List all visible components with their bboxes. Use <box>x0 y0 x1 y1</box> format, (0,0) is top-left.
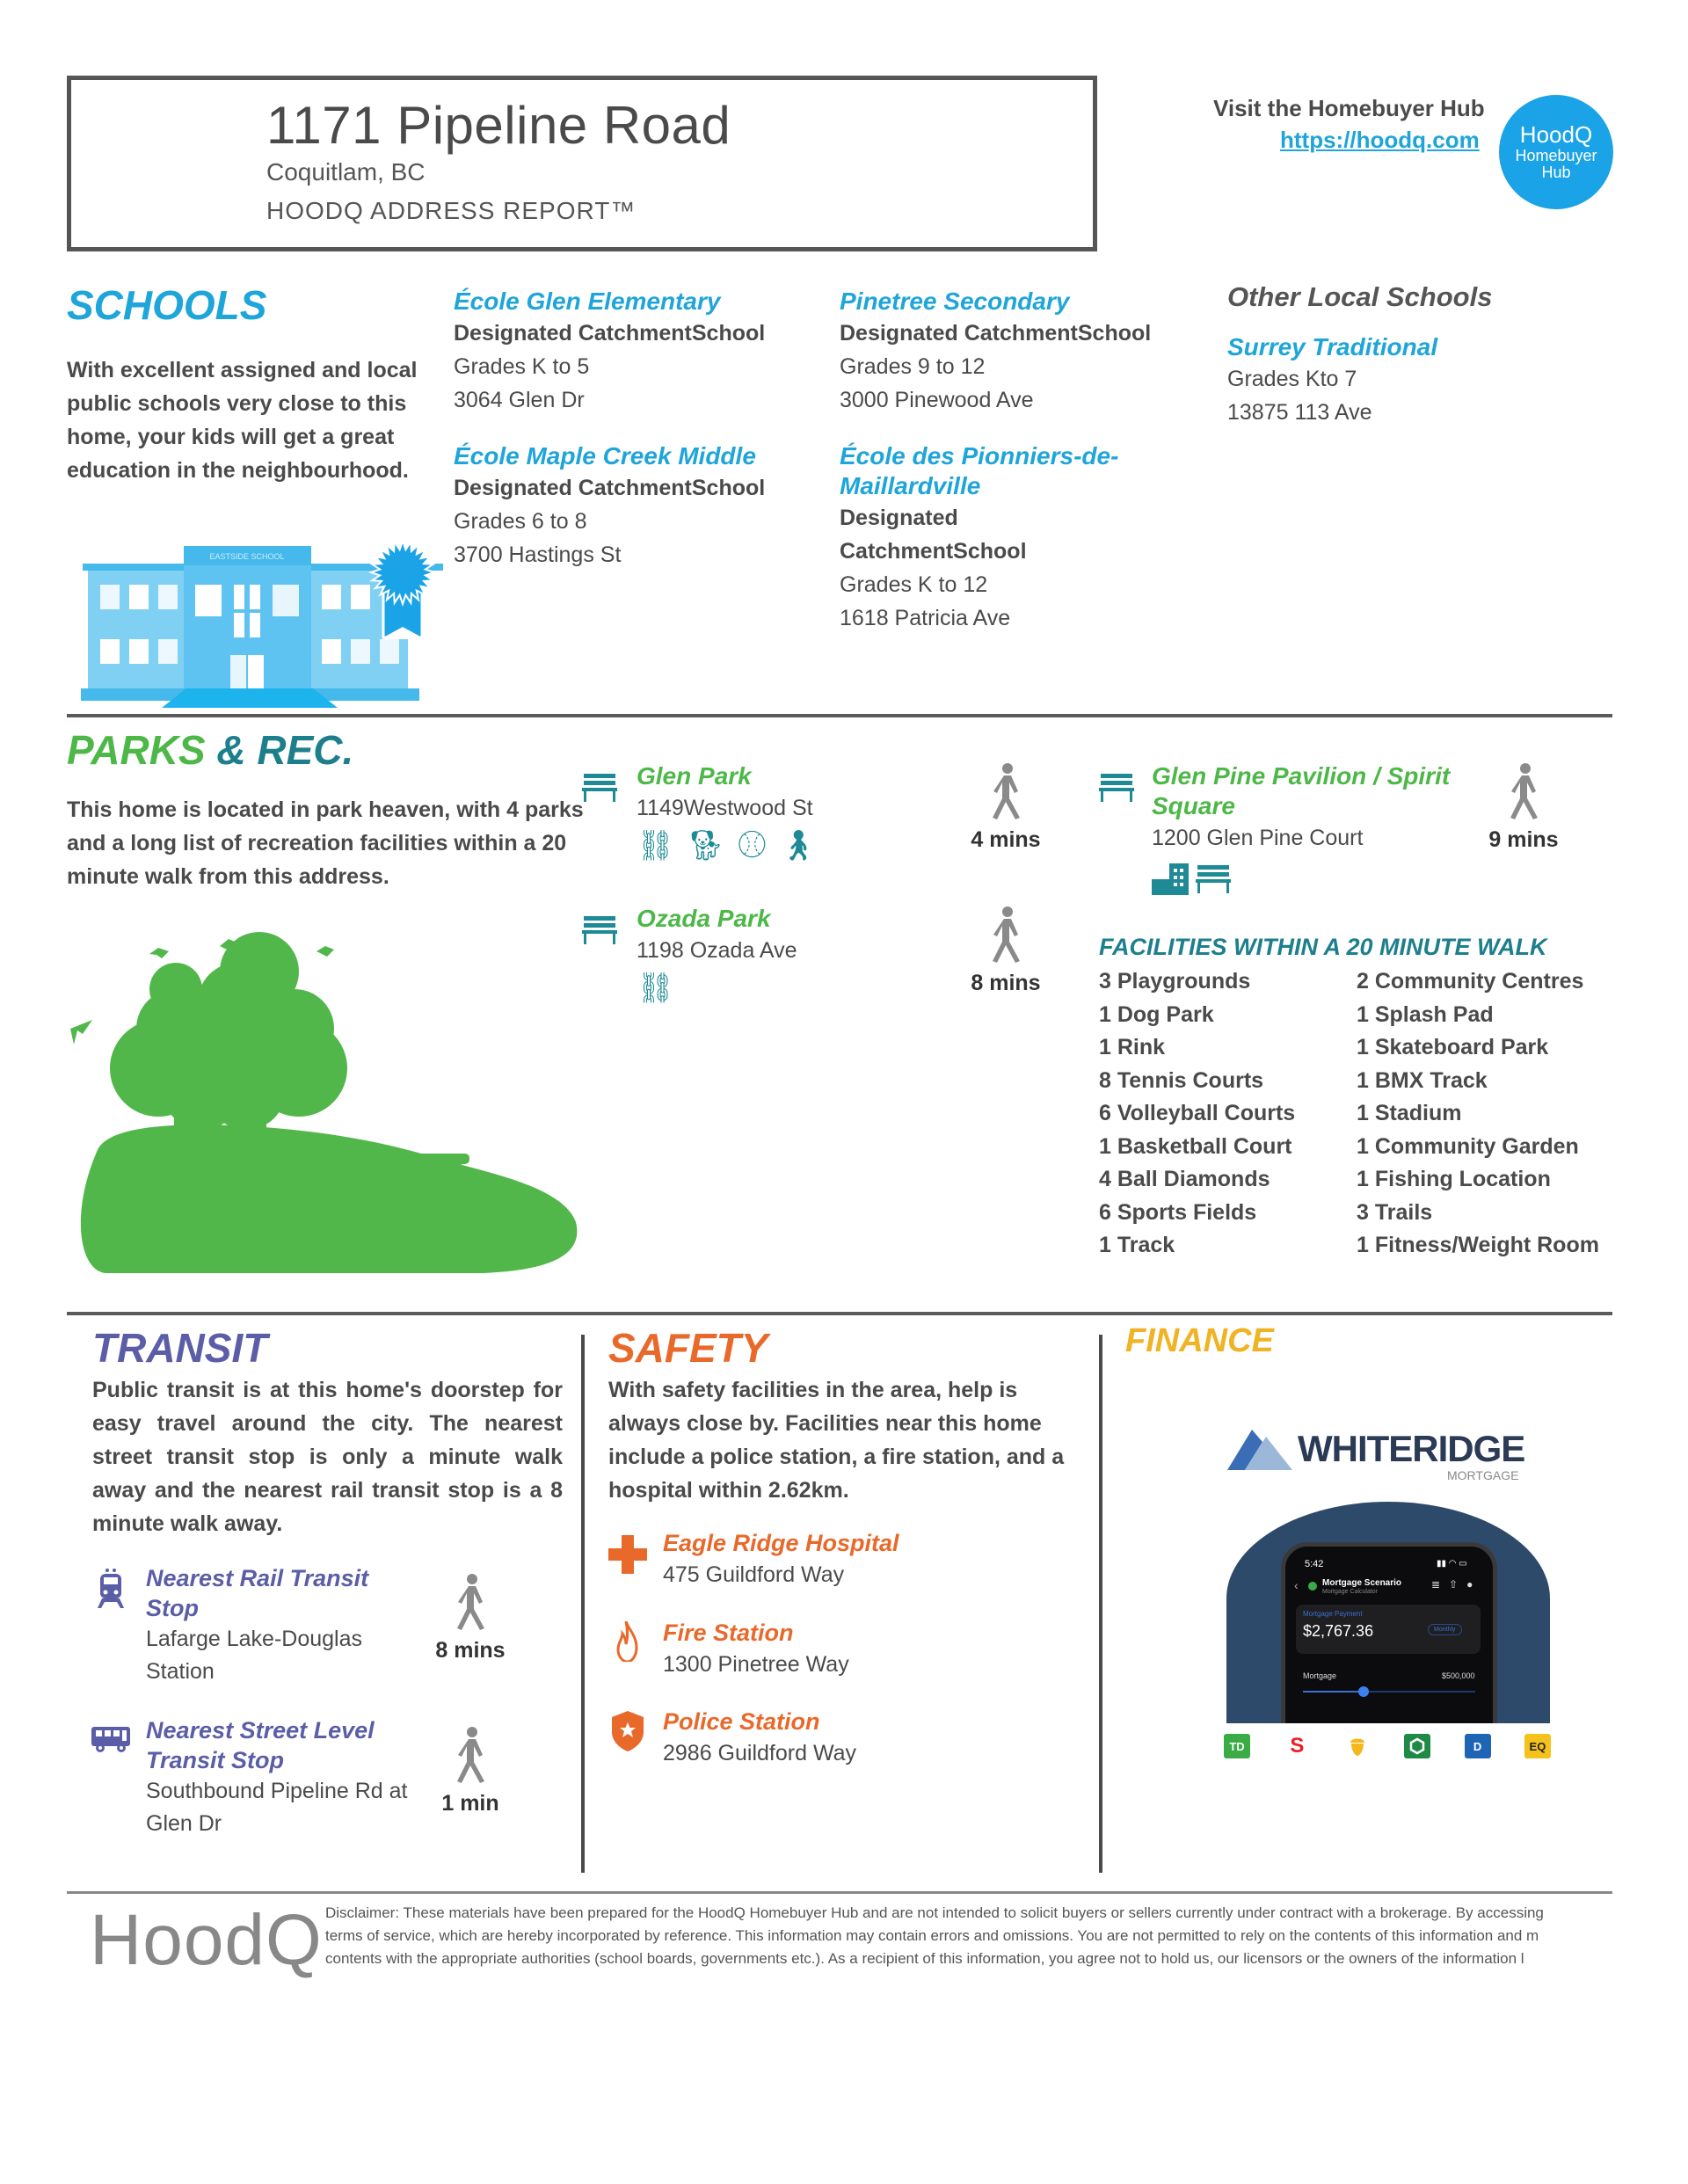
hiking-icon: 🚶︎ <box>779 829 818 863</box>
park-amenities <box>637 828 818 863</box>
walk-time <box>431 1574 510 1663</box>
school-card <box>454 287 823 417</box>
park-amenities <box>1152 863 1486 895</box>
safety-item <box>663 1528 899 1591</box>
phone-frame <box>1281 1542 1497 1723</box>
app-toolbar-icons[interactable]: ≣⇧● <box>1431 1578 1482 1591</box>
payment-card <box>1296 1605 1481 1654</box>
whiteridge-logo[interactable] <box>1227 1423 1544 1484</box>
safety-name[interactable]: Fire Station <box>663 1620 794 1646</box>
facility-item: 2 Community Centres <box>1357 969 1584 994</box>
safety-address: 2986 Guildford Way <box>663 1741 857 1765</box>
facilities-title: FACILITIES WITHIN A 20 MINUTE WALK <box>1099 934 1547 960</box>
transit-description: Public transit is at this home's doorstep for easy travel around the city. The nearest street transit stop is only a minute walk away and the nearest rail transit stop is a 8 minute walk away. <box>92 1378 563 1536</box>
footer-divider <box>67 1891 1612 1894</box>
schools-section-title: SCHOOLS <box>67 282 267 328</box>
whiteridge-mountain-icon <box>1227 1430 1298 1470</box>
walk-time <box>966 906 1045 996</box>
park-bench-icon <box>582 914 617 944</box>
schools-description: With excellent assigned and local public schools very close to this home, your kids will get a great education in the neighbourhood. <box>67 358 418 483</box>
hexagon-logo <box>1404 1734 1430 1758</box>
park-bench-icon <box>1099 772 1134 802</box>
police-badge-icon <box>612 1711 644 1751</box>
walk-minutes: 8 mins <box>435 1638 506 1663</box>
facility-item: 1 Rink <box>1099 1035 1166 1059</box>
bus-icon <box>91 1725 130 1753</box>
payment-value: $2,767.36 <box>1303 1622 1374 1640</box>
mortgage-label: Mortgage <box>1303 1671 1337 1680</box>
school-building-illustration <box>74 532 443 708</box>
disclaimer-line: terms of service, which are hereby incorporated by reference. This information may contain errors and omissions. You are not permitted to rely on the contents of this information and m <box>325 1927 1539 1944</box>
column-divider <box>581 1335 585 1873</box>
frequency-pill[interactable]: Monthly <box>1428 1624 1462 1635</box>
school-name[interactable]: École Glen Elementary <box>454 288 721 315</box>
school-designation: Designated CatchmentSchool <box>840 506 1027 564</box>
walking-person-icon <box>988 906 1023 965</box>
hospital-cross-icon <box>608 1535 647 1574</box>
school-address: 3700 Hastings St <box>454 542 622 567</box>
d-logo: D <box>1465 1734 1491 1758</box>
facility-item: 1 Community Garden <box>1357 1133 1579 1159</box>
phone-status-icons: ▮▮ ◠ ▭ <box>1437 1559 1467 1569</box>
park-name[interactable]: Glen Park <box>637 762 752 790</box>
facility-item: 1 Fitness/Weight Room <box>1357 1233 1599 1257</box>
address-city: Coquitlam, BC <box>266 158 426 186</box>
park-amenities <box>637 971 797 1006</box>
dog-park-icon: 🐕︎ <box>687 829 725 863</box>
walking-person-icon <box>1506 763 1541 821</box>
school-designation: Designated CatchmentSchool <box>840 321 1152 346</box>
park-illustration <box>70 923 580 1275</box>
school-sign-text: EASTSIDE SCHOOL <box>209 552 285 561</box>
school-grades: Grades K to 5 <box>454 354 590 379</box>
walking-person-icon <box>453 1727 488 1785</box>
playground-icon: ⛓ <box>637 829 675 863</box>
disclaimer <box>325 1902 1688 1970</box>
hoodq-footer-logo: HoodQ <box>90 1900 323 1980</box>
transit-section-title: TRANSIT <box>92 1325 268 1371</box>
hub-link[interactable]: https://hoodq.com <box>1280 127 1480 153</box>
school-grades: Grades Kto 7 <box>1227 367 1357 391</box>
facility-item: 3 Trails <box>1357 1199 1433 1225</box>
parks-title-part2: & REC. <box>216 727 354 773</box>
walk-minutes: 9 mins <box>1488 827 1559 852</box>
facility-item: 8 Tennis Courts <box>1099 1067 1264 1093</box>
walking-person-icon <box>453 1574 488 1632</box>
walk-time <box>431 1727 510 1816</box>
school-name[interactable]: Pinetree Secondary <box>840 288 1070 315</box>
td-logo: TD <box>1224 1734 1250 1758</box>
award-seal-icon <box>371 541 434 604</box>
school-address: 13875 113 Ave <box>1227 400 1372 425</box>
column-divider <box>1099 1335 1102 1873</box>
walk-minutes: 4 mins <box>971 827 1041 852</box>
school-address: 3064 Glen Dr <box>454 388 585 412</box>
school-grades: Grades K to 12 <box>840 572 988 597</box>
walk-time <box>1484 763 1563 853</box>
fire-icon <box>615 1621 640 1662</box>
facility-item: 1 Splash Pad <box>1357 1001 1494 1027</box>
disclaimer-line: Disclaimer: These materials have been prepared for the HoodQ Homebuyer Hub and are not intended to solicit buyers or sellers currently under contract with a brokerage. By accessing <box>325 1904 1544 1921</box>
street-transit-item <box>146 1715 427 1840</box>
walk-minutes: 1 min <box>441 1791 499 1816</box>
finance-section-title: FINANCE <box>1125 1322 1274 1359</box>
homebuyer-hub-badge[interactable] <box>1499 95 1613 209</box>
facility-item: 1 Track <box>1099 1233 1175 1257</box>
facilities-list-right <box>1357 965 1599 1263</box>
hub-visit-text: Visit the Homebuyer Hub <box>1213 95 1485 121</box>
hub-badge-line1: HoodQ <box>1519 121 1593 149</box>
acorn-logo <box>1344 1734 1371 1758</box>
parks-section-title <box>67 726 353 774</box>
whiteridge-brand: WHITERIDGE <box>1298 1428 1525 1469</box>
mortgage-value: $500,000 <box>1442 1671 1475 1680</box>
park-bench-icon <box>582 772 617 802</box>
address-title: 1171 Pipeline Road <box>266 96 731 155</box>
school-card <box>840 441 1130 635</box>
safety-address: 1300 Pinetree Way <box>663 1652 849 1677</box>
hub-badge-line2: Homebuyer <box>1515 146 1597 164</box>
safety-name[interactable]: Police Station <box>663 1708 820 1735</box>
other-school-card <box>1227 332 1597 429</box>
payment-label: Mortgage Payment <box>1303 1610 1363 1618</box>
park-address: 1200 Glen Pine Court <box>1152 826 1364 850</box>
street-transit-stop[interactable]: Southbound Pipeline Rd at Glen Dr <box>146 1779 408 1836</box>
app-avatar <box>1308 1582 1317 1591</box>
mortgage-slider-knob[interactable] <box>1358 1686 1369 1697</box>
school-name[interactable]: Surrey Traditional <box>1227 333 1438 360</box>
park-address: 1149Westwood St <box>637 796 813 820</box>
eq-logo: EQ <box>1524 1734 1551 1758</box>
train-icon <box>97 1569 125 1609</box>
mortgage-app-mockup <box>1226 1502 1550 1723</box>
school-grades: Grades 6 to 8 <box>454 509 587 534</box>
park-name[interactable]: Glen Pine Pavilion / Spirit Square <box>1152 762 1451 819</box>
park-item <box>637 904 797 1006</box>
safety-description: With safety facilities in the area, help is always close by. Facilities near this home include a police station, a fire station, and a hospital within 2.62km. <box>608 1378 1065 1503</box>
safety-item <box>663 1618 849 1681</box>
mortgage-slider-fill <box>1303 1691 1364 1693</box>
walk-minutes: 8 mins <box>971 971 1041 995</box>
whiteridge-brand-sub: MORTGAGE <box>1447 1468 1519 1482</box>
park-address: 1198 Ozada Ave <box>637 938 797 963</box>
scotiabank-logo: S <box>1284 1734 1310 1758</box>
school-card <box>454 441 823 571</box>
school-designation: Designated CatchmentSchool <box>454 476 766 500</box>
facility-item: 4 Ball Diamonds <box>1099 1167 1270 1191</box>
facility-item: 1 BMX Track <box>1357 1067 1488 1093</box>
rail-transit-station[interactable]: Lafarge Lake-Douglas Station <box>146 1627 362 1684</box>
facility-item: 1 Skateboard Park <box>1357 1035 1549 1059</box>
facility-item: 6 Sports Fields <box>1099 1199 1257 1225</box>
phone-time: 5:42 <box>1305 1559 1324 1569</box>
facility-item: 6 Volleyball Courts <box>1099 1101 1296 1125</box>
bench-icon <box>1196 863 1231 893</box>
walk-time <box>966 763 1045 853</box>
facility-item: 3 Playgrounds <box>1099 969 1251 994</box>
disclaimer-line: contents with the appropriate authorities (school boards, governments etc.). As a recipient of this information, you agree not to hold us, our licensors or the owners of the information l <box>325 1950 1524 1967</box>
facilities-list-left <box>1099 965 1295 1263</box>
school-address: 1618 Patricia Ave <box>840 606 1011 630</box>
school-card <box>840 287 1209 417</box>
park-item <box>1152 761 1486 895</box>
school-grades: Grades 9 to 12 <box>840 354 986 379</box>
community-centre-icon <box>1152 863 1189 895</box>
app-subtitle: Mortgage Calculator <box>1322 1589 1379 1595</box>
safety-section-title: SAFETY <box>608 1325 768 1371</box>
safety-address: 475 Guildford Way <box>663 1562 845 1587</box>
playground-icon: ⛓ <box>637 972 675 1005</box>
back-chevron-icon[interactable]: ‹ <box>1294 1578 1299 1592</box>
app-title: Mortgage Scenario <box>1322 1578 1402 1588</box>
lender-logos <box>1224 1734 1551 1758</box>
facility-item: 1 Dog Park <box>1099 1001 1214 1027</box>
school-designation: Designated CatchmentSchool <box>454 321 766 346</box>
school-address: 3000 Pinewood Ave <box>840 388 1034 412</box>
rail-transit-item <box>146 1563 410 1688</box>
rail-transit-label: Nearest Rail Transit Stop <box>146 1565 369 1621</box>
other-schools-title: Other Local Schools <box>1227 281 1493 312</box>
parks-title-part1: PARKS <box>67 727 206 773</box>
section-divider <box>67 714 1612 717</box>
baseball-icon: ⚾︎ <box>737 829 768 863</box>
park-item <box>637 761 818 863</box>
safety-name[interactable]: Eagle Ridge Hospital <box>663 1530 899 1556</box>
facility-item: 1 Basketball Court <box>1099 1133 1292 1159</box>
mortgage-slider[interactable] <box>1303 1691 1475 1693</box>
street-transit-label: Nearest Street Level Transit Stop <box>146 1717 375 1773</box>
school-name[interactable]: École Maple Creek Middle <box>454 442 756 470</box>
safety-item <box>663 1707 856 1770</box>
facility-item: 1 Fishing Location <box>1357 1167 1551 1191</box>
facility-item: 1 Stadium <box>1357 1101 1462 1125</box>
section-divider <box>67 1312 1612 1315</box>
walking-person-icon <box>988 763 1023 821</box>
report-label: HOODQ ADDRESS REPORT™ <box>266 197 637 224</box>
hub-badge-line3: Hub <box>1541 163 1571 181</box>
park-name[interactable]: Ozada Park <box>637 905 771 932</box>
school-name[interactable]: École des Pionniers-de-Maillardville <box>840 442 1119 499</box>
parks-description: This home is located in park heaven, with 4 parks and a long list of recreation facilities within a 20 minute walk from this address. <box>67 797 584 889</box>
